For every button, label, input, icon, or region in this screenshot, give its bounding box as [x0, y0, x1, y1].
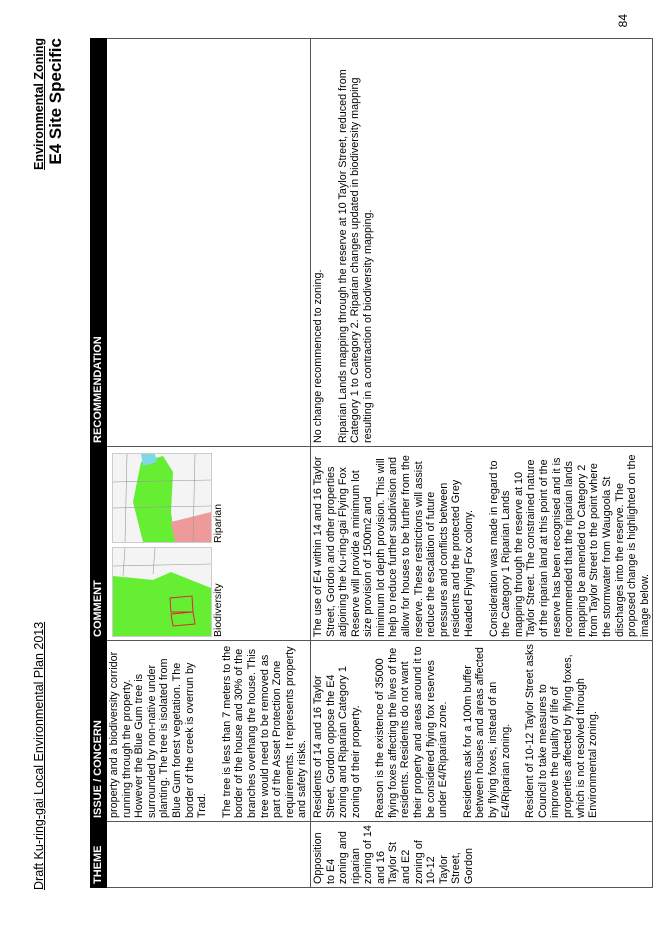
header-theme: THEME — [91, 822, 107, 888]
issue-paragraph: The tree is less than 7 meters to the border of the house and 30% of the branches overhang the house. This tree would need to be removed as part of the Asset Protection Zone requirements. It represents property and safety risks. — [220, 645, 309, 818]
header-issue: ISSUE / CONCERN — [91, 641, 107, 822]
issue-paragraph: Residents of 14 and 16 Taylor Street, Gordon oppose the E4 zoning and Riparian Category 1 zoning of their property. — [311, 666, 362, 818]
recommendation-cell — [107, 39, 311, 447]
riparian-map-image — [112, 453, 212, 543]
issue-paragraph: property and a biodiversity corridor running through the property. However the Blue Gum tree is surrounded by non-native under planting. The tree is isolated from Blue Gum forest vegetation. The border of the creek is overrun by Trad. — [108, 651, 209, 818]
issue-cell — [107, 641, 311, 822]
riparian-caption: Riparian — [212, 503, 224, 543]
page-number: 84 — [616, 14, 630, 28]
issue-paragraph: Resident of 10-12 Taylor Street asks Council to take measures to improve the quality of life of properties affected by flying foxes, which is not resolved through Environmental zoning. — [524, 644, 600, 818]
header-comment: COMMENT — [91, 447, 107, 641]
biodiversity-map-image — [112, 547, 212, 637]
recommendation-paragraph: Riparian Lands mapping through the reserve at 10 Taylor Street, reduced from Category 1 to Category 2. Riparian changes updated in biodiversity mapping resulting in a contraction of biodiversity mapping. — [336, 69, 374, 443]
issue-paragraph: Reason is the existence of 35000 flying foxes affecting the lives of the residents. Residents do not want their property and areas around it to be considered flying fox reserves under E4/Riparian zone. — [374, 646, 450, 818]
theme-cell — [107, 822, 311, 888]
section-title: Environmental Zoning — [32, 38, 46, 170]
recommendation-paragraph: No change recommenced to zoning. — [311, 269, 324, 443]
biodiversity-caption: Biodiversity — [212, 583, 224, 637]
document-title: Draft Ku-ring-gai Local Environmental Plan 2013 — [32, 621, 46, 890]
comment-cell — [107, 447, 311, 641]
table-row — [310, 39, 652, 888]
theme-cell: Opposition to E4 zoning and riparian zoning of 14 and 16 Taylor St and E2 zoning of 10-12 Taylor Street, Gordon — [310, 822, 652, 888]
map-captions — [212, 450, 225, 637]
comment-paragraph: Consideration was made in regard to the Category 1 Riparian Lands mapping through the reserve at 10 Taylor Street. The constrained nature of the riparian land at this point of the reserve has been recognised and it is recommended that the riparian lands mapping be amended to Category 2 from Taylor Street to the point where the stormwater from Waugoola St discharges into the reserve. The proposed change is highlighted on the image below. — [487, 454, 651, 637]
recommendation-cell — [310, 39, 652, 447]
subsection-title: E4 Site Specific — [46, 38, 65, 165]
comment-cell — [310, 447, 652, 641]
header-recommendation: RECOMMENDATION — [91, 39, 107, 447]
table-header-row — [91, 39, 107, 888]
submissions-table — [90, 38, 653, 888]
issue-paragraph: Residents ask for a 100m buffer between houses and areas affected by flying foxes, instead of an E4/Riparian zoning. — [461, 647, 512, 818]
zoning-maps — [112, 450, 212, 637]
issue-cell — [310, 641, 652, 822]
table-row — [107, 39, 311, 888]
comment-paragraph: The use of E4 within 14 and 16 Taylor Street, Gordon and other properties adjoining the Ku-ring-gai Flying Fox Reserve will provide a minimum lot size provision of 1500m2 and minimum lot depth provision. This will help to reduce further subdivision and allow for houses to be further from the reserve. These restrictions will assist reduce the escalation of future pressures and conflicts between residents and the protected Grey Headed Flying Fox colony. — [311, 455, 476, 637]
